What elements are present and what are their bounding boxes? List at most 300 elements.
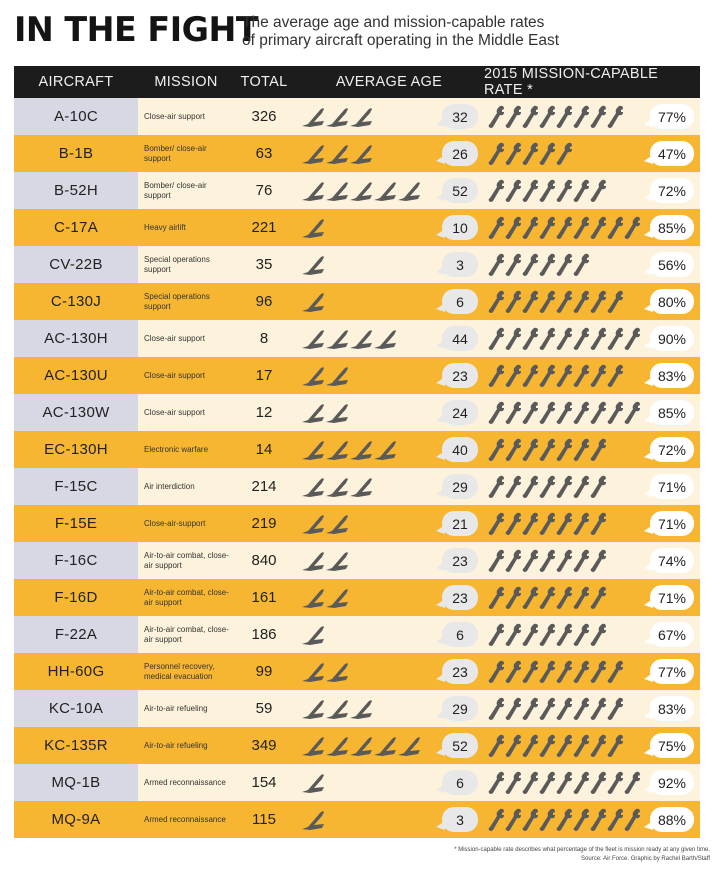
wrench-icon <box>573 548 590 574</box>
wrench-icon <box>607 400 624 426</box>
wrench-icon <box>505 437 522 463</box>
rate-icon-strip <box>488 620 607 649</box>
wrench-icon <box>522 548 539 574</box>
mission-capable-cell <box>484 172 700 209</box>
average-age-value: 26 <box>442 141 478 166</box>
age-icon-strip <box>300 694 372 723</box>
wrench-icon <box>590 696 607 722</box>
wrench-icon <box>505 104 522 130</box>
average-age-value: 52 <box>442 178 478 203</box>
column-header-total: TOTAL <box>240 74 288 90</box>
mission-capable-rate-value: 83% <box>650 363 694 388</box>
wrench-icon <box>573 252 590 278</box>
average-age-cell <box>294 579 484 616</box>
average-age-cell <box>294 764 484 801</box>
wrench-icon <box>522 474 539 500</box>
aircraft-icon <box>300 511 326 537</box>
average-age-cell <box>294 135 484 172</box>
fleet-total: 35 <box>255 256 273 273</box>
mission-capable-cell <box>484 505 700 542</box>
age-icon-strip <box>300 583 348 612</box>
wrench-icon <box>556 363 573 389</box>
aircraft-icon <box>324 548 350 574</box>
rate-icon-strip <box>488 398 641 427</box>
table-row <box>14 135 700 172</box>
wrench-icon <box>590 659 607 685</box>
mission-capable-cell <box>484 209 700 246</box>
wrench-icon <box>505 141 522 167</box>
aircraft-icon <box>300 770 326 796</box>
aircraft-icon <box>324 326 350 352</box>
wrench-icon <box>505 289 522 315</box>
wrench-icon <box>505 474 522 500</box>
average-age-value: 32 <box>442 104 478 129</box>
wrench-icon <box>607 659 624 685</box>
wrench-icon <box>522 585 539 611</box>
mission-capable-cell <box>484 357 700 394</box>
fleet-total: 186 <box>251 626 277 643</box>
aircraft-icon <box>348 696 374 722</box>
header <box>14 6 714 64</box>
rate-icon-strip <box>488 213 641 242</box>
wrench-icon <box>539 622 556 648</box>
average-age-cell <box>294 172 484 209</box>
wrench-icon <box>488 733 505 759</box>
page-subtitle <box>242 14 712 50</box>
age-icon-strip <box>300 546 348 575</box>
aircraft-icon <box>372 178 398 204</box>
wrench-icon <box>573 770 590 796</box>
wrench-icon <box>607 326 624 352</box>
aircraft-icon <box>300 437 326 463</box>
wrench-icon <box>556 807 573 833</box>
wrench-icon <box>607 215 624 241</box>
wrench-icon <box>488 696 505 722</box>
wrench-icon <box>488 252 505 278</box>
table-row <box>14 579 700 616</box>
age-icon-strip <box>300 509 348 538</box>
table-row <box>14 764 700 801</box>
average-age-value: 6 <box>442 289 478 314</box>
wrench-icon <box>573 696 590 722</box>
average-age-value: 29 <box>442 696 478 721</box>
wrench-icon <box>556 622 573 648</box>
rate-icon-strip <box>488 361 624 390</box>
wrench-icon <box>607 289 624 315</box>
wrench-icon <box>573 326 590 352</box>
aircraft-table <box>14 66 700 838</box>
aircraft-icon <box>300 215 326 241</box>
fleet-total: 17 <box>255 367 273 384</box>
mission-capable-cell <box>484 431 700 468</box>
rate-icon-strip <box>488 250 590 279</box>
aircraft-name: F-15C <box>14 468 138 505</box>
wrench-icon <box>539 215 556 241</box>
age-icon-strip <box>300 398 348 427</box>
rate-icon-strip <box>488 176 607 205</box>
aircraft-icon <box>300 659 326 685</box>
wrench-icon <box>522 252 539 278</box>
mission-capable-cell <box>484 283 700 320</box>
aircraft-icon <box>300 326 326 352</box>
average-age-value: 40 <box>442 437 478 462</box>
wrench-icon <box>539 733 556 759</box>
wrench-icon <box>590 733 607 759</box>
wrench-icon <box>573 400 590 426</box>
average-age-cell <box>294 468 484 505</box>
table-row <box>14 727 700 764</box>
average-age-cell <box>294 727 484 764</box>
fleet-total: 14 <box>255 441 273 458</box>
average-age-value: 23 <box>442 548 478 573</box>
wrench-icon <box>556 104 573 130</box>
wrench-icon <box>539 548 556 574</box>
wrench-icon <box>556 548 573 574</box>
aircraft-icon <box>324 104 350 130</box>
average-age-cell <box>294 357 484 394</box>
wrench-icon <box>522 289 539 315</box>
column-header-average-age: AVERAGE AGE <box>335 74 443 90</box>
wrench-icon <box>522 696 539 722</box>
mission-capable-rate-value: 80% <box>650 289 694 314</box>
aircraft-name: KC-10A <box>14 690 138 727</box>
wrench-icon <box>556 733 573 759</box>
wrench-icon <box>488 770 505 796</box>
mission-capable-rate-value: 72% <box>650 178 694 203</box>
mission-capable-cell <box>484 246 700 283</box>
wrench-icon <box>624 807 641 833</box>
mission-text: Armed reconnaissance <box>144 814 226 824</box>
wrench-icon <box>590 289 607 315</box>
average-age-cell <box>294 209 484 246</box>
wrench-icon <box>556 474 573 500</box>
wrench-icon <box>488 474 505 500</box>
age-icon-strip <box>300 176 420 205</box>
average-age-cell <box>294 98 484 135</box>
footnote: * Mission-capable rate describes what percentage of the fleet is mission ready at any given time. <box>454 847 710 853</box>
wrench-icon <box>590 326 607 352</box>
average-age-value: 24 <box>442 400 478 425</box>
mission-text: Special operations support <box>144 255 210 274</box>
mission-capable-cell <box>484 579 700 616</box>
fleet-total: 349 <box>251 737 277 754</box>
wrench-icon <box>590 363 607 389</box>
mission-capable-rate-value: 74% <box>650 548 694 573</box>
fleet-total: 8 <box>259 330 269 347</box>
average-age-value: 52 <box>442 733 478 758</box>
rate-icon-strip <box>488 731 624 760</box>
rate-icon-strip <box>488 657 624 686</box>
rate-icon-strip <box>488 694 624 723</box>
aircraft-icon <box>300 696 326 722</box>
wrench-icon <box>505 400 522 426</box>
mission-capable-rate-value: 77% <box>650 659 694 684</box>
wrench-icon <box>522 511 539 537</box>
wrench-icon <box>539 363 556 389</box>
wrench-icon <box>590 548 607 574</box>
mission-text: Electronic warfare <box>144 444 209 454</box>
average-age-value: 44 <box>442 326 478 351</box>
table-row <box>14 505 700 542</box>
wrench-icon <box>590 585 607 611</box>
average-age-value: 21 <box>442 511 478 536</box>
wrench-icon <box>488 807 505 833</box>
wrench-icon <box>522 215 539 241</box>
aircraft-name: AC-130U <box>14 357 138 394</box>
average-age-cell <box>294 394 484 431</box>
average-age-value: 6 <box>442 622 478 647</box>
wrench-icon <box>539 141 556 167</box>
subtitle-line-1: The average age and mission-capable rates <box>242 14 545 31</box>
age-icon-strip <box>300 250 324 279</box>
aircraft-icon <box>324 585 350 611</box>
aircraft-name: MQ-9A <box>14 801 138 838</box>
age-icon-strip <box>300 213 324 242</box>
wrench-icon <box>556 141 573 167</box>
wrench-icon <box>505 807 522 833</box>
wrench-icon <box>590 770 607 796</box>
mission-capable-rate-value: 85% <box>650 215 694 240</box>
aircraft-icon <box>348 178 374 204</box>
mission-capable-rate-value: 56% <box>650 252 694 277</box>
fleet-total: 115 <box>252 811 276 828</box>
aircraft-icon <box>300 622 326 648</box>
aircraft-icon <box>324 733 350 759</box>
aircraft-name: MQ-1B <box>14 764 138 801</box>
fleet-total: 12 <box>255 404 273 421</box>
aircraft-icon <box>300 548 326 574</box>
rate-icon-strip <box>488 472 607 501</box>
average-age-value: 23 <box>442 363 478 388</box>
wrench-icon <box>556 215 573 241</box>
age-icon-strip <box>300 731 420 760</box>
wrench-icon <box>522 363 539 389</box>
wrench-icon <box>522 437 539 463</box>
mission-text: Close-air support <box>144 333 205 343</box>
age-icon-strip <box>300 361 348 390</box>
fleet-total: 63 <box>255 145 273 162</box>
wrench-icon <box>573 585 590 611</box>
aircraft-icon <box>396 178 422 204</box>
wrench-icon <box>624 770 641 796</box>
mission-capable-cell <box>484 764 700 801</box>
column-header-mission: MISSION <box>154 74 218 90</box>
average-age-value: 6 <box>442 770 478 795</box>
aircraft-name: A-10C <box>14 98 138 135</box>
wrench-icon <box>505 585 522 611</box>
wrench-icon <box>539 437 556 463</box>
wrench-icon <box>505 622 522 648</box>
age-icon-strip <box>300 435 396 464</box>
aircraft-icon <box>300 104 326 130</box>
wrench-icon <box>539 696 556 722</box>
wrench-icon <box>624 326 641 352</box>
fleet-total: 76 <box>255 182 273 199</box>
mission-capable-rate-value: 72% <box>650 437 694 462</box>
aircraft-icon <box>300 474 326 500</box>
aircraft-name: F-22A <box>14 616 138 653</box>
table-row <box>14 172 700 209</box>
wrench-icon <box>522 659 539 685</box>
mission-text: Air-to-air refueling <box>144 740 208 750</box>
mission-capable-cell <box>484 135 700 172</box>
wrench-icon <box>556 696 573 722</box>
aircraft-name: F-16D <box>14 579 138 616</box>
wrench-icon <box>607 696 624 722</box>
wrench-icon <box>556 437 573 463</box>
mission-capable-cell <box>484 727 700 764</box>
mission-text: Heavy airlift <box>144 222 186 232</box>
average-age-value: 23 <box>442 659 478 684</box>
wrench-icon <box>488 289 505 315</box>
wrench-icon <box>488 437 505 463</box>
average-age-value: 23 <box>442 585 478 610</box>
footer <box>210 846 710 863</box>
table-row <box>14 542 700 579</box>
aircraft-name: C-17A <box>14 209 138 246</box>
age-icon-strip <box>300 657 348 686</box>
wrench-icon <box>488 215 505 241</box>
aircraft-icon <box>324 696 350 722</box>
aircraft-icon <box>300 178 326 204</box>
wrench-icon <box>556 252 573 278</box>
source-credit: Source: Air Force. Graphic by Rachel Barth/Staff <box>581 855 710 862</box>
wrench-icon <box>590 474 607 500</box>
fleet-total: 221 <box>251 219 277 236</box>
wrench-icon <box>505 696 522 722</box>
mission-capable-rate-value: 71% <box>650 585 694 610</box>
age-icon-strip <box>300 324 396 353</box>
wrench-icon <box>488 622 505 648</box>
rate-icon-strip <box>488 768 641 797</box>
wrench-icon <box>505 363 522 389</box>
wrench-icon <box>590 104 607 130</box>
wrench-icon <box>573 474 590 500</box>
rate-icon-strip <box>488 509 607 538</box>
aircraft-icon <box>348 104 374 130</box>
wrench-icon <box>539 659 556 685</box>
mission-capable-cell <box>484 394 700 431</box>
aircraft-name: B-52H <box>14 172 138 209</box>
average-age-cell <box>294 653 484 690</box>
aircraft-icon <box>324 178 350 204</box>
aircraft-name: AC-130W <box>14 394 138 431</box>
wrench-icon <box>590 215 607 241</box>
wrench-icon <box>505 252 522 278</box>
wrench-icon <box>539 807 556 833</box>
aircraft-icon <box>372 437 398 463</box>
aircraft-icon <box>324 474 350 500</box>
wrench-icon <box>556 178 573 204</box>
mission-capable-rate-value: 83% <box>650 696 694 721</box>
aircraft-name: B-1B <box>14 135 138 172</box>
average-age-value: 10 <box>442 215 478 240</box>
aircraft-icon <box>300 363 326 389</box>
mission-text: Air-to-air refueling <box>144 703 208 713</box>
aircraft-icon <box>324 437 350 463</box>
mission-capable-rate-value: 47% <box>650 141 694 166</box>
aircraft-icon <box>348 733 374 759</box>
wrench-icon <box>522 104 539 130</box>
mission-capable-cell <box>484 690 700 727</box>
aircraft-name: CV-22B <box>14 246 138 283</box>
wrench-icon <box>522 807 539 833</box>
table-row <box>14 690 700 727</box>
aircraft-icon <box>324 141 350 167</box>
mission-text: Personnel recovery, medical evacuation <box>144 662 215 681</box>
wrench-icon <box>505 770 522 796</box>
aircraft-icon <box>324 659 350 685</box>
age-icon-strip <box>300 805 324 834</box>
subtitle-line-2: of primary aircraft operating in the Middle East <box>242 32 560 49</box>
wrench-icon <box>522 178 539 204</box>
wrench-icon <box>556 400 573 426</box>
aircraft-icon <box>372 733 398 759</box>
wrench-icon <box>607 104 624 130</box>
wrench-icon <box>522 141 539 167</box>
mission-capable-rate-value: 71% <box>650 474 694 499</box>
average-age-value: 29 <box>442 474 478 499</box>
mission-text: Air interdiction <box>144 481 195 491</box>
wrench-icon <box>505 215 522 241</box>
mission-capable-cell <box>484 320 700 357</box>
average-age-cell <box>294 505 484 542</box>
aircraft-icon <box>396 733 422 759</box>
wrench-icon <box>573 622 590 648</box>
wrench-icon <box>539 770 556 796</box>
wrench-icon <box>488 511 505 537</box>
fleet-total: 59 <box>255 700 273 717</box>
fleet-total: 219 <box>251 515 277 532</box>
table-row <box>14 653 700 690</box>
table-row <box>14 394 700 431</box>
page-title: IN THE FIGHT <box>14 10 259 50</box>
wrench-icon <box>590 511 607 537</box>
wrench-icon <box>505 326 522 352</box>
fleet-total: 161 <box>251 589 277 606</box>
table-row <box>14 320 700 357</box>
table-row <box>14 616 700 653</box>
aircraft-name: C-130J <box>14 283 138 320</box>
aircraft-name: KC-135R <box>14 727 138 764</box>
mission-text: Close-air support <box>144 407 205 417</box>
wrench-icon <box>488 659 505 685</box>
wrench-icon <box>573 289 590 315</box>
wrench-icon <box>522 733 539 759</box>
wrench-icon <box>607 363 624 389</box>
wrench-icon <box>573 104 590 130</box>
aircraft-icon <box>300 400 326 426</box>
age-icon-strip <box>300 768 324 797</box>
mission-text: Close-air support <box>144 111 205 121</box>
average-age-cell <box>294 283 484 320</box>
wrench-icon <box>607 770 624 796</box>
table-row <box>14 357 700 394</box>
aircraft-icon <box>300 141 326 167</box>
fleet-total: 326 <box>251 108 277 125</box>
wrench-icon <box>505 659 522 685</box>
wrench-icon <box>556 585 573 611</box>
wrench-icon <box>522 770 539 796</box>
wrench-icon <box>607 733 624 759</box>
wrench-icon <box>505 511 522 537</box>
age-icon-strip <box>300 102 372 131</box>
table-row <box>14 801 700 838</box>
wrench-icon <box>505 548 522 574</box>
table-row <box>14 209 700 246</box>
wrench-icon <box>573 733 590 759</box>
wrench-icon <box>539 585 556 611</box>
